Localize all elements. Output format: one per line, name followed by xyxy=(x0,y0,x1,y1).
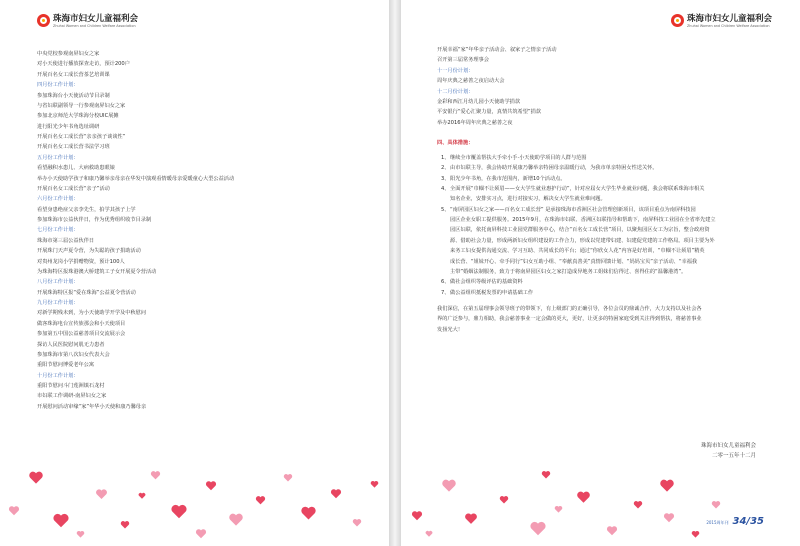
heart-icon xyxy=(633,500,643,510)
plan-line: 对小天使进行播放探查走访，预计200户 xyxy=(37,61,130,68)
heart-icon xyxy=(441,478,457,494)
page-number xyxy=(706,516,764,527)
heart-icon xyxy=(120,520,130,530)
signature-org: 珠海市妇女儿童福利会 xyxy=(700,443,756,449)
heart-icon xyxy=(554,505,563,514)
plan-line: 重阳节慰问斗门莲洲镇石龙村 xyxy=(37,383,105,389)
heart-icon xyxy=(150,470,161,481)
measure-item xyxy=(437,215,777,225)
plan-line: 开展幸福“家”年华亲子活动会、叙家子之情亲子活动 xyxy=(437,47,557,53)
plan-line: 周年庆典之慈善之夜启动大会 xyxy=(437,78,505,85)
measure-text: 源、借助社会力量，形成两新妇女组织建设的工作合力，形成以党建带妇建、妇建促党建的工作格局。项目主要为外 xyxy=(450,237,715,244)
plan-line: 市妇联工作调研-南屏妇女之家 xyxy=(37,393,107,400)
heart-icon xyxy=(28,470,44,486)
logo-name-en: Zhuhai Women and Children Welfare Association xyxy=(53,24,136,28)
plan-line xyxy=(437,128,777,138)
heart-icon xyxy=(205,480,217,492)
measure-text: 来务工妇女提供沟通交流、学习互助、共同成长的平台；通过“你欣女人花”内容是好培训，“巾帼不让须眉”精英 xyxy=(450,248,705,255)
month-heading: 四月份工作计划： xyxy=(37,82,79,89)
plan-line: 做客珠海电台宣传族那会和小天使项目 xyxy=(37,320,126,327)
measure-number: 7、 xyxy=(441,289,450,296)
signature-date: 二零一五年十二月 xyxy=(711,453,756,459)
plan-line: 金彩和西江月幼儿园小天使助学捐款 xyxy=(437,98,521,105)
measure-item xyxy=(437,246,777,256)
month-heading: 十二月份计划： xyxy=(437,88,474,95)
heart-icon xyxy=(300,505,317,522)
plan-line: 开展百名女工成长营“亲亲孩子谈谈性” xyxy=(37,134,126,140)
heart-icon xyxy=(8,505,20,517)
measure-item xyxy=(437,174,777,184)
closing-line: 我们深信，在第五届理事会领导班子的带领下，有上级部门的正确引导，各位会员的鼎诚合作，大力支持以及社会各 xyxy=(437,306,702,312)
plan-line: 珠海市第三届公益伙伴日 xyxy=(37,237,95,244)
heart-icon xyxy=(255,495,266,506)
month-heading: 十一月份计划： xyxy=(437,67,474,74)
plan-line: 参加第五中国公益慈善项目交流展示会 xyxy=(37,331,126,338)
measure-number: 2、 xyxy=(441,165,450,172)
org-logo xyxy=(37,14,138,28)
measure-item xyxy=(437,267,777,277)
measure-item xyxy=(437,205,777,215)
heart-icon xyxy=(464,512,478,526)
measure-text: 由市妇联主导，我会协助开展康乃馨举亲特困母亲温暖行动，为我市单亲特困女性送关怀。 xyxy=(450,165,658,172)
plan-line: 参加珠海台小天使活动节目录制 xyxy=(37,92,110,99)
heart-icon xyxy=(52,512,70,530)
measure-item xyxy=(437,277,777,287)
plan-line: 开展珠海特区报“爱在珠海”公益夏令营活动 xyxy=(37,289,136,296)
heart-icon xyxy=(283,473,293,483)
measure-item xyxy=(437,184,777,194)
plan-line: 参加珠海市公益伙伴日，作为优秀组织收节目录制 xyxy=(37,217,152,223)
plan-line: 举办2016年周年庆典之慈善之夜 xyxy=(437,119,513,126)
right-text-column xyxy=(437,45,777,335)
measure-text: 阳光少年书角，在我市范围内，新增10个活动点。 xyxy=(450,175,566,182)
plan-line: 召开第三届常务理事会 xyxy=(437,57,489,64)
plan-line: 重阳节慰问博爱老年公寓 xyxy=(37,362,95,369)
plan-line: 与省妇联副领导一行参观南屏妇女之家 xyxy=(37,102,126,109)
measure-number: 6、 xyxy=(441,279,450,286)
month-heading: 六月份工作计划： xyxy=(37,196,79,203)
plan-line: 开展百名女工成长营书法学习班 xyxy=(37,144,110,151)
plan-line: 参加珠海市第八次妇女代表大会 xyxy=(37,351,110,358)
measure-item xyxy=(437,225,777,235)
signature-block xyxy=(701,441,756,461)
measure-number: 1、 xyxy=(441,154,450,161)
heart-icon xyxy=(659,478,675,494)
heart-icon xyxy=(691,530,700,539)
logo-emblem-icon xyxy=(671,14,684,27)
heart-icon xyxy=(711,500,721,510)
heart-icon xyxy=(541,470,551,480)
heart-icon xyxy=(606,525,618,537)
measure-text: 全面开展“巾帼不让须眉——女大学生就业惠护行动”，针对应届女大学生毕业就业问题，我会将联系珠海市相关 xyxy=(450,185,705,192)
month-heading: 五月份工作计划： xyxy=(37,154,79,161)
heart-icon xyxy=(76,530,85,539)
measure-text: 园区妇联，依托南屏科技工业园党群服务中心，结合“百名女工成长营”项目，以聚焦园区女工为宗旨，整合政府资 xyxy=(450,227,710,234)
left-page xyxy=(0,0,389,546)
measure-number: 3、 xyxy=(441,175,450,182)
book-gutter xyxy=(389,0,401,546)
plan-line: 参加北京师范大学珠海分校UIC展摊 xyxy=(37,113,119,120)
plan-line: 开展珠门天声夏令营，为失聪的孩子捐助活动 xyxy=(37,248,141,255)
heart-icon xyxy=(138,492,146,500)
plan-line: 开展百名女工成长营茶艺培训课 xyxy=(37,71,110,78)
measure-number: 4、 xyxy=(441,185,450,192)
plan-line: 对贵州龙岗小学捐赠物资，预计100人 xyxy=(37,258,125,265)
logo-name-en: Zhuhai Women and Children Welfare Association xyxy=(686,24,770,28)
heart-icon xyxy=(228,512,244,528)
month-heading: 九月份工作计划： xyxy=(37,300,79,306)
logo-name-cn: 珠海市妇女儿童福利会 xyxy=(686,14,772,24)
closing-line: 界的广泛参与，鼎力相助，我会慈善事业一定会做的更大，更好，让更多的特困家庭受到关注得到帮扶，将慈善事业 xyxy=(437,316,702,323)
logo-name-cn: 珠海市妇女儿童福利会 xyxy=(53,14,139,24)
measure-item xyxy=(437,236,777,246)
plan-line: 开展百名女工成长营“亲子”活动 xyxy=(37,185,110,192)
heart-icon xyxy=(370,480,379,489)
measure-item xyxy=(437,257,777,267)
heart-icon xyxy=(195,528,207,540)
plan-line: 进行阳光少年书角选址调研 xyxy=(37,123,100,130)
heart-icon xyxy=(425,530,433,538)
heart-icon xyxy=(411,510,423,522)
plan-line: 探访人民医院慰问肌无力患者 xyxy=(37,341,105,348)
measure-text: 成长营、“姐妹开心、牵手同行”妇女互助小组、“奉献真善美”真情回馈计划、“妈妈宝贝”亲子活动、“幸福我 xyxy=(450,258,698,265)
heart-icon xyxy=(330,488,342,500)
measure-item xyxy=(437,153,777,163)
section-heading: 四、具体措施： xyxy=(437,140,474,147)
measure-text: 做社会组织等级评估的基础资料 xyxy=(450,279,523,286)
measure-text: 做公益组织抵税发票的申请基础工作 xyxy=(450,289,534,296)
issue-note: 2015周年刊 xyxy=(706,520,729,525)
heart-icon xyxy=(529,520,547,538)
plan-line: 平安银行“爱心汇聚力量，真情共筑希望”捐款 xyxy=(437,109,541,116)
plan-line: 对新学期残未到，为小天使助学开学及中秋慰问 xyxy=(37,310,146,317)
measure-text: 知名企业，安排实习点，进行对接实习，解决女大学生就业难问题。 xyxy=(450,196,606,203)
right-page xyxy=(401,0,800,546)
measure-item xyxy=(437,288,777,298)
heart-icon xyxy=(352,518,362,528)
heart-icon xyxy=(663,512,675,524)
month-heading: 七月份工作计划： xyxy=(37,227,79,234)
measure-text: “南屏园区妇女之家——百名女工成长营” 是承接珠海市香洲区社会管理创新项目，该项目重点为南屏科技园 xyxy=(450,206,696,213)
heart-icon xyxy=(576,490,591,505)
month-heading: 十月份工作计划： xyxy=(37,372,79,379)
plan-line: 举办小天使助学孩子和康乃馨举亲母亲在华发中演观看情暖母亲爱暖童心大型公益活动 xyxy=(37,175,235,182)
month-heading: 八月份工作计划： xyxy=(37,279,79,286)
measure-item xyxy=(437,194,777,204)
plan-line: 看望身患绝症父亲李先生，拍学其孩子上学 xyxy=(37,206,136,213)
left-text-column xyxy=(37,49,367,412)
closing-line: 发扬光大！ xyxy=(437,326,463,333)
measure-item xyxy=(437,163,777,173)
heart-icon xyxy=(499,495,509,505)
org-logo xyxy=(671,14,772,28)
measure-text: 继续全市覆盖帮扶大手牵小手·小天使助学项目的人群与范围 xyxy=(450,154,587,161)
logo-emblem-icon xyxy=(37,14,50,27)
measure-text: 主带”婚姻法制服务，致力于将南屏园区妇女之家打造成异地务工姐妹们信得过、喜得住的“温馨港湾”。 xyxy=(450,268,687,275)
heart-icon xyxy=(170,503,188,521)
page-numbers: 34/35 xyxy=(732,516,764,527)
plan-line: 中央党校参观南屏妇女之家 xyxy=(37,51,100,57)
heart-icon xyxy=(95,488,108,501)
measure-number: 5、 xyxy=(441,206,450,213)
plan-line: 看望融积水患儿、大病救助患眼娘 xyxy=(37,165,115,172)
plan-line: 为珠海特区报珠港澳大桥建筑工子女开展夏令营活动 xyxy=(37,268,157,275)
plan-line: 开展慰问活动审缘“家”年华小天使和康乃馨母亲 xyxy=(37,403,147,410)
measure-text: 园区企业女职工提供服务。2015年9月，在珠海市妇联、香洲区妇联指导和帮助下，南屏科技工业园在全省率先建立 xyxy=(450,217,716,223)
